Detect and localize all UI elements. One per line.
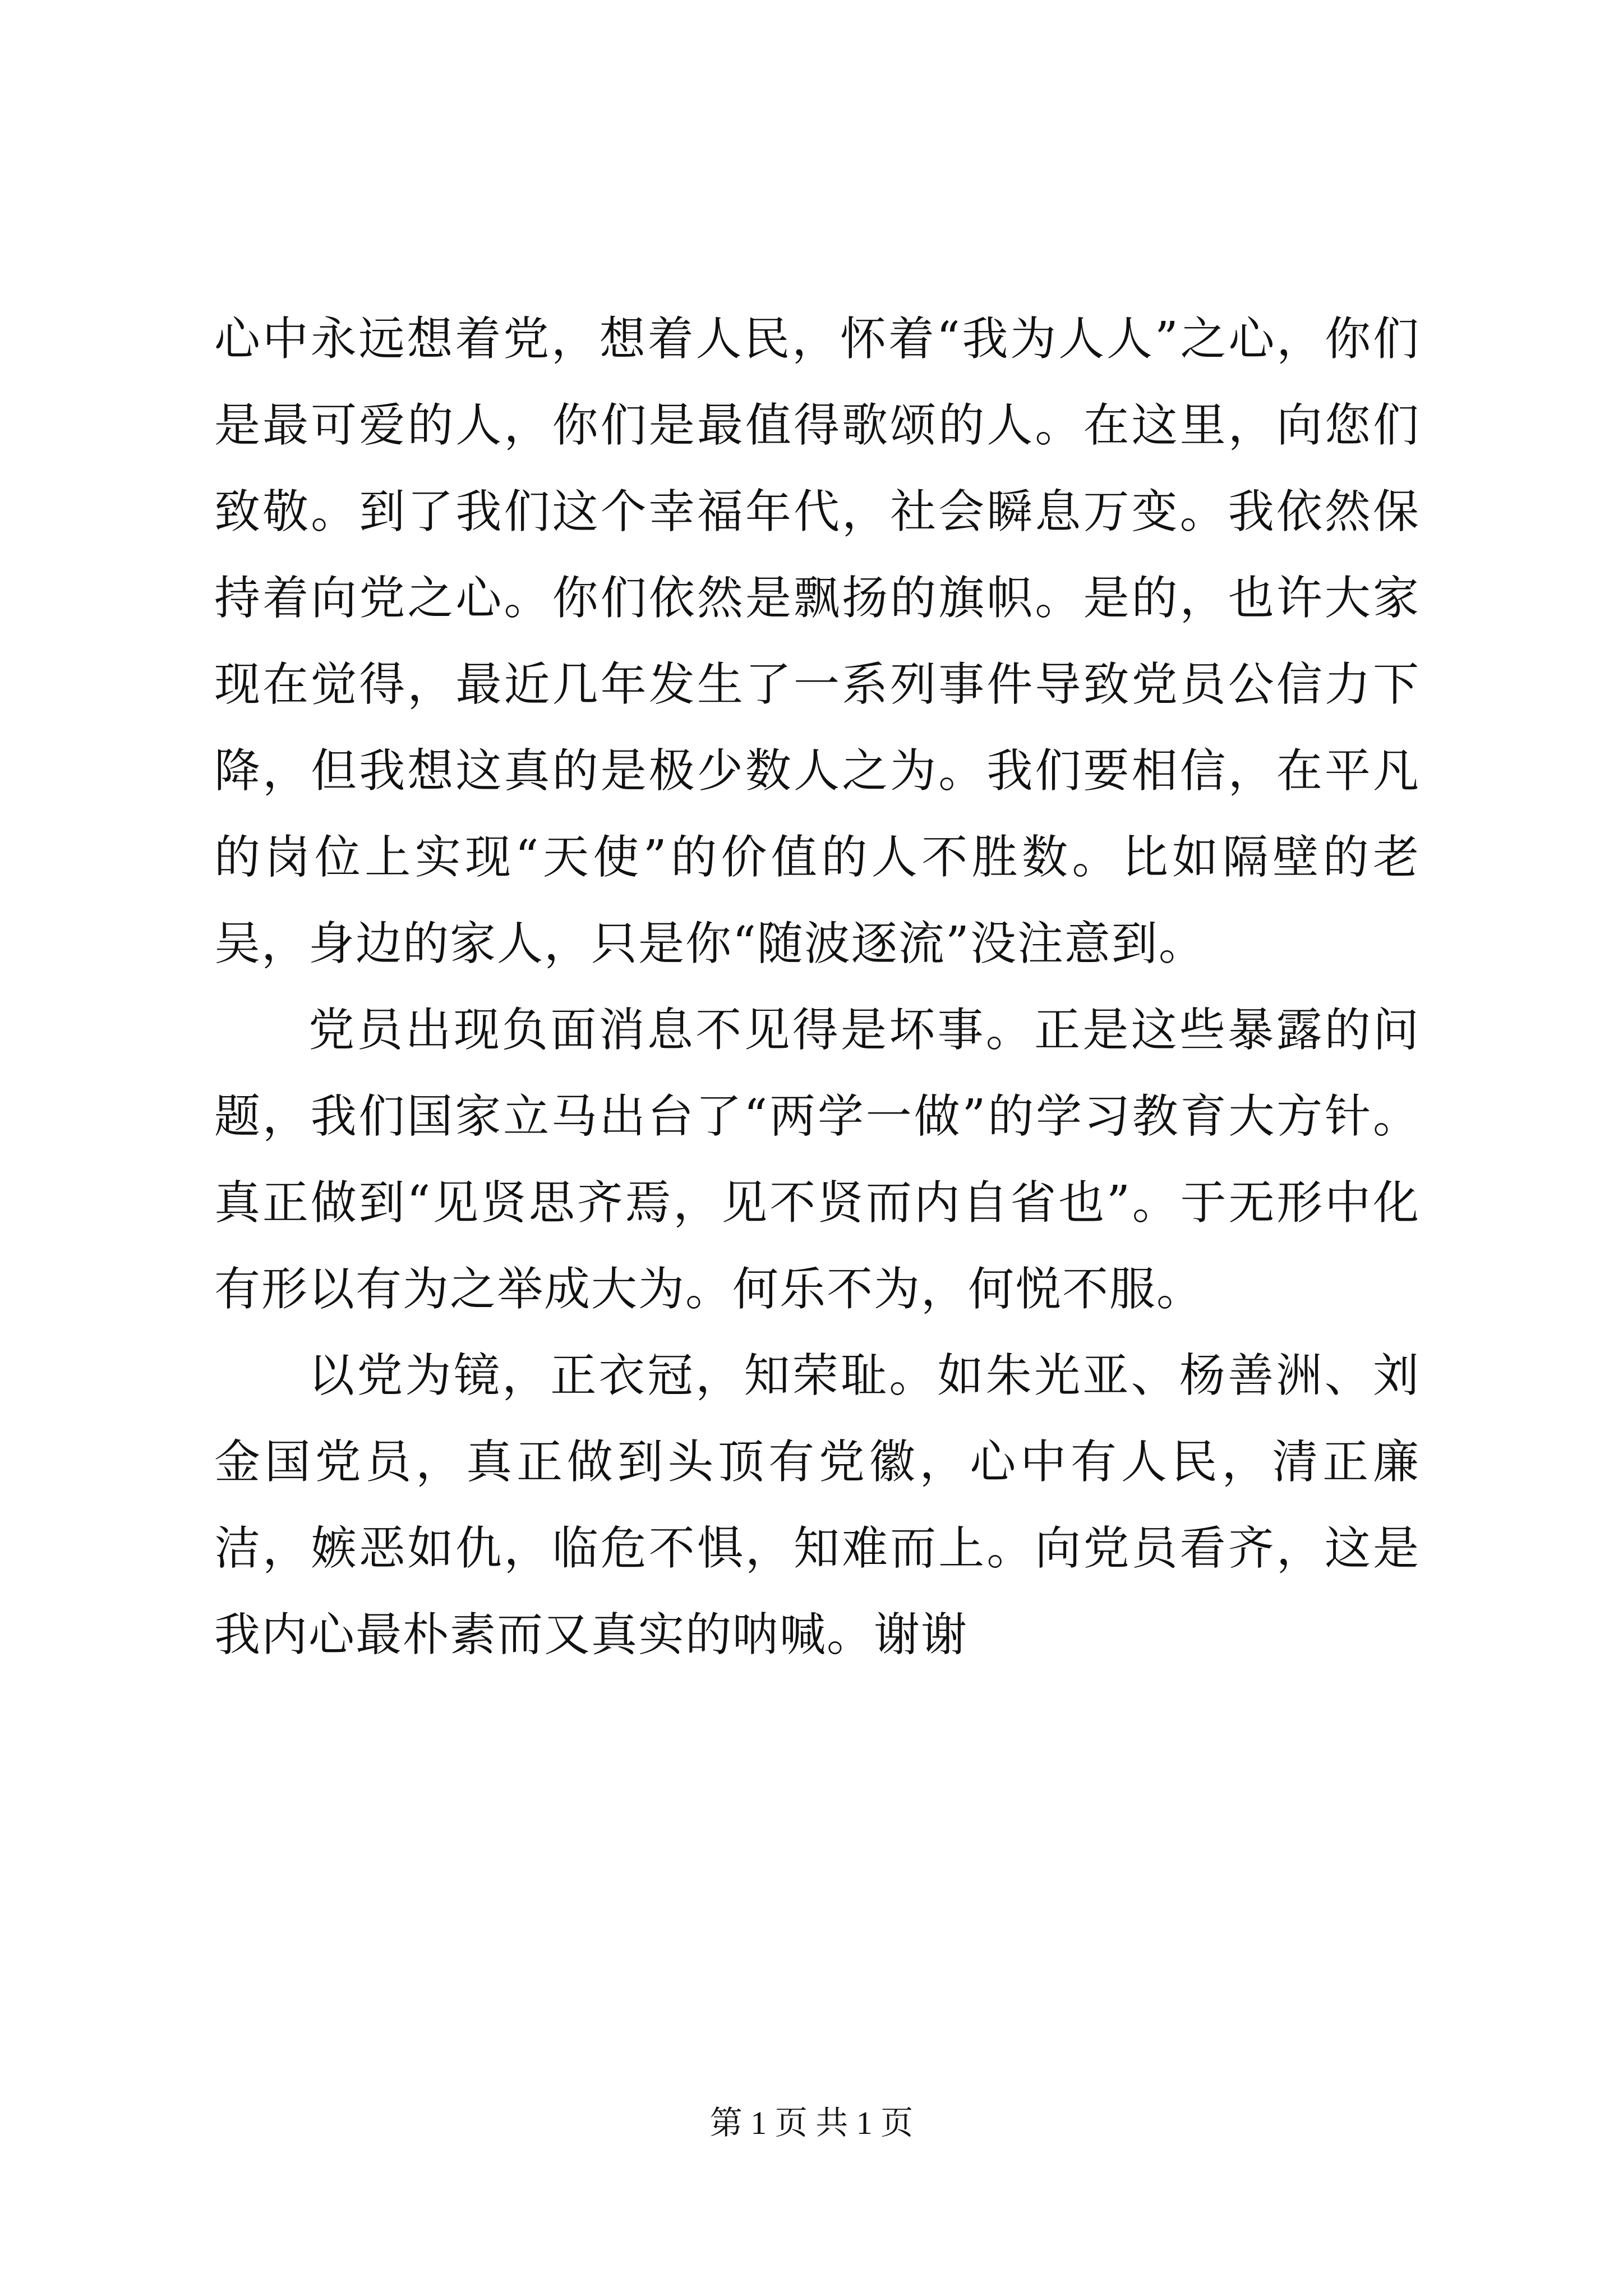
document-body (214, 296, 1420, 1678)
paragraph-1: 心中永远想着党，想着人民，怀着“我为人人”之心，你们是最可爱的人，你们是最值得歌颂的人。在这里，向您们致敬。到了我们这个幸福年代，社会瞬息万变。我依然保持着向党之心。你们依然是飘扬的旗帜。是的，也许大家现在觉得，最近几年发生了一系列事件导致党员公信力下降，但我想这真的是极少数人之为。我们要相信，在平凡的岗位上实现“天使”的价值的人不胜数。比如隔壁的老吴，身边的家人，只是你“随波逐流”没注意到。 (214, 312, 1420, 970)
paragraph-3: 以党为镜，正衣冠，知荣耻。如朱光亚、杨善洲、刘金国党员，真正做到头顶有党徽，心中有人民，清正廉洁，嫉恶如仇，临危不惧，知难而上。向党员看齐，这是我内心最朴素而又真实的呐喊。谢谢 (214, 1349, 1420, 1662)
paragraph-2: 党员出现负面消息不见得是坏事。正是这些暴露的问题，我们国家立马出台了“两学一做”的学习教育大方针。真正做到“见贤思齐焉，见不贤而内自省也”。于无形中化有形以有为之举成大为。何乐不为，何悦不服。 (214, 1004, 1420, 1316)
page-footer: 第 1 页 共 1 页 (709, 2105, 914, 2141)
